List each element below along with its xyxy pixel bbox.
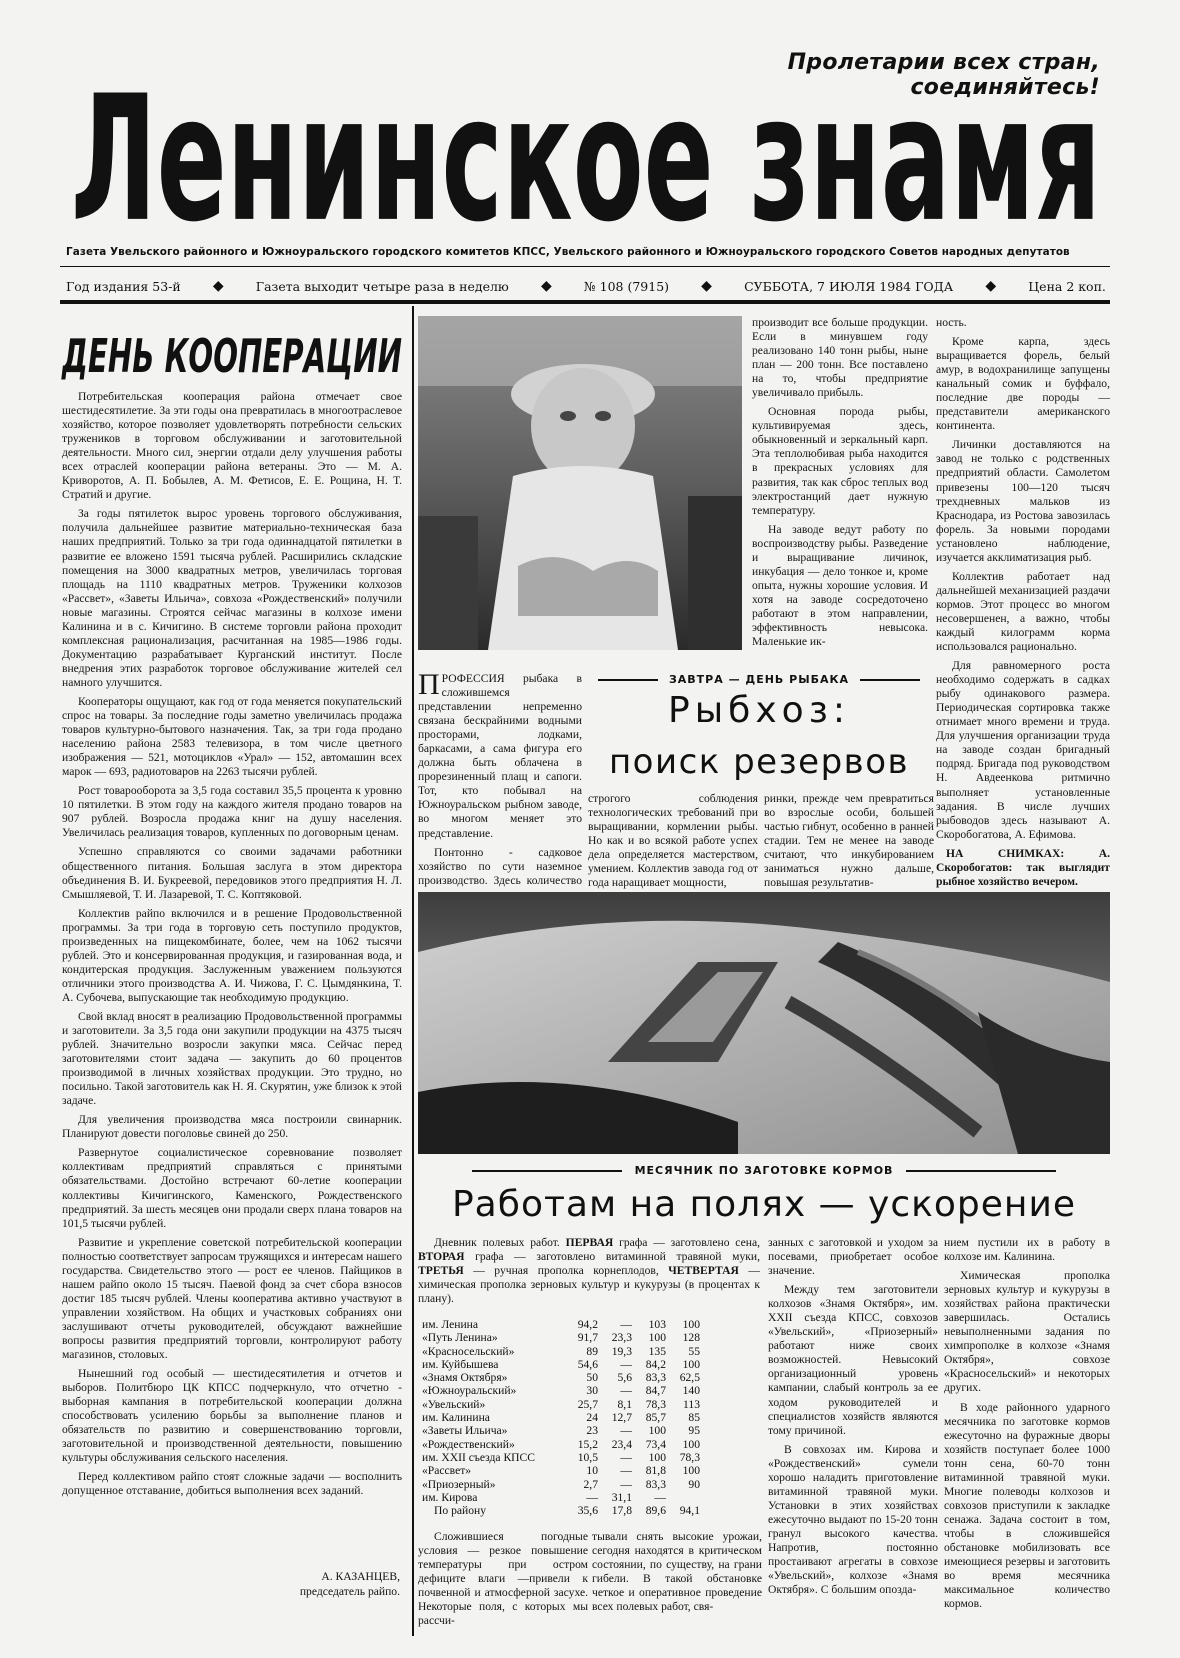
fish-col2-top: производит все больше продукции. Если в минувшем году реализовано 140 тонн рыбы, ныне план — 200 тонн. Все поставлено на то, чтобы предприятие увеличивало прибыль. Основная порода рыбы, культивируемая здесь, обыкновенный и зеркальный карп. Эта теплолюбивая рыба находится в прекрасных условиях для развития, так как сброс теплых вод электростанций дает нужную температуру. На заводе ведут работу по воспроизводству рыбы. Разведение и выращивание личинок, инкубация — дело тонкое и, кроме опыта, нужны хорошие условия. И хотя на заводе сосредоточено работают в этом направлении, эффективность невысока. Маленькие ик- xyxy=(752,316,928,649)
value-cell: 100 xyxy=(682,1357,700,1371)
fish-kicker: ЗАВТРА — ДЕНЬ РЫБАКА xyxy=(586,673,932,686)
title-text: Ленинское знамя xyxy=(71,59,1102,261)
rule-bottom xyxy=(60,300,1110,304)
coop-headline xyxy=(58,322,408,382)
value-cell: 90 xyxy=(688,1477,700,1491)
farm-name-cell: «Путь Ленина» xyxy=(422,1331,498,1345)
farm-name-cell: «Рассвет» xyxy=(422,1464,472,1478)
value-cell: — xyxy=(654,1490,666,1504)
table-row xyxy=(420,1464,702,1477)
masthead-subtitle: Газета Увельского районного и Южноуральского городского комитетов КПСС, Увельского районного и Южноуральского городского Советов народных депутатов xyxy=(66,246,1070,258)
coop-author: А. КАЗАНЦЕВ, xyxy=(321,1570,400,1583)
coop-paragraph: Для увеличения производства мяса построили свинарник. Планируют довести поголовье свиней до 250. xyxy=(62,1113,402,1141)
value-cell: 103 xyxy=(648,1318,666,1331)
fish-col-b: ринки, прежде чем превратиться во взрослые особи, большей частью гибнут, особенно в ранней стадии. Тем не менее на заводе считают, что инкубированием заниматься нужно дальше, повышая результатив- xyxy=(764,792,934,890)
value-cell: 25,7 xyxy=(577,1397,598,1411)
table-row xyxy=(420,1331,702,1344)
table-row xyxy=(420,1371,702,1384)
coop-paragraph: Развитие и укрепление советской потребительской кооперации полностью соответствует запросам тружящихся и интересам нашего государства. Свидетельство этого — рост ее членов. Пайщиков в нашем райпо около 15 тысяч. Паевой фонд за счет сбора взносов достиг 185 тысяч рублей. Члены кооператива активно участвуют в управлении хозяйством. На общих и участковых собраниях они заслушивают отчеты руководителей, обсуждают важнейшие вопросы развития предприятий торговли, контролируют работу магазинов, столовых. xyxy=(62,1235,402,1362)
value-cell: 100 xyxy=(648,1450,666,1464)
value-cell: 78,3 xyxy=(679,1450,700,1464)
feed-kicker: МЕСЯЧНИК ПО ЗАГОТОВКЕ КОРМОВ xyxy=(418,1164,1110,1177)
value-cell: 94,1 xyxy=(679,1504,700,1518)
table-row xyxy=(420,1345,702,1358)
value-cell: — xyxy=(620,1477,632,1491)
value-cell: 54,6 xyxy=(577,1357,598,1371)
value-cell: 140 xyxy=(682,1384,700,1398)
table-row xyxy=(420,1451,702,1464)
coop-paragraph: Развернутое социалистическое соревнование позволяет коллективам предприятий справляться с принятыми обязательствами. Достойно встречают 60-летие кооперации коллективы Кичигинского, Каменского, Рождественского предприятий. За шесть месяцев они продали сверх плана товаров на 101,5 тысячи рублей. xyxy=(62,1146,402,1230)
farm-name-cell: «Приозерный» xyxy=(422,1477,496,1491)
fish-headline-1: Рыбхоз: xyxy=(668,690,850,731)
coop-paragraph: Коллектив райпо включился и в решение Продовольственной программы. За три года в торговую сеть поступило продуктов, произведенных на пищекомбинате, более, чем на 1062 тысячи рублей. Это и консервированная продукция, и газированная вода, и кондитерская продукция. Заслуженным уважением пользуются отличники этого производства А. И. Чижова, Г. С. Цымдянкина, Т. А. Субочева, выпускающие так необходимую продукцию. xyxy=(62,906,402,1004)
value-cell: 50 xyxy=(586,1371,598,1385)
value-cell: 84,2 xyxy=(645,1357,666,1371)
value-cell: 100 xyxy=(648,1331,666,1345)
value-cell: 100 xyxy=(682,1464,700,1478)
table-row xyxy=(420,1491,702,1504)
feed-col-b: тывали снять высокие урожаи, сегодня находятся в критическом состоянии, по существу, на грани гибели. В такой обстановке четкое и оперативное проведение всех полевых работ, свя- xyxy=(592,1530,762,1614)
diamond-icon: ◆ xyxy=(540,278,552,294)
value-cell: 81,8 xyxy=(645,1464,666,1478)
farm-name-cell: «Увельский» xyxy=(422,1397,486,1411)
farm-name-cell: им. Калинина xyxy=(422,1411,490,1425)
value-cell: — xyxy=(620,1384,632,1398)
table-row xyxy=(420,1384,702,1397)
value-cell: 15,2 xyxy=(577,1437,598,1451)
issue-price: Цена 2 коп. xyxy=(1028,278,1106,294)
value-cell: 24 xyxy=(586,1411,598,1425)
svg-text:ДЕНЬ КООПЕРАЦИИ: ДЕНЬ КООПЕРАЦИИ xyxy=(60,329,402,383)
value-cell: 8,1 xyxy=(617,1397,632,1411)
value-cell: 35,6 xyxy=(577,1504,598,1518)
value-cell: 55 xyxy=(688,1344,700,1358)
table-row xyxy=(420,1424,702,1437)
year-of-issue: Год издания 53-й xyxy=(66,278,181,294)
farm-name-cell: «Красносельский» xyxy=(422,1344,515,1358)
coop-paragraph: Кооператоры ощущают, как год от года меняется покупательский спрос на товары. За последние годы заметно увеличилась продажа товаров культурно-бытового назначения. Так, за три года продано населению района 2583 телевизора, в том числе цветного изображения — 521, мотоциклов «Урал» — 152, автомашин всех марок — 693, радиотоваров на 2263 тысячи рублей. xyxy=(62,694,402,779)
fish-farm-photo xyxy=(418,892,1110,1154)
feed-stats-table xyxy=(420,1318,702,1517)
value-cell: 91,7 xyxy=(577,1331,598,1345)
feed-col-c: занных с заготовкой и уходом за посевами, приобретает особое значение. Между тем заготовители колхозов «Знамя Октября», им. XXII съезда КПСС, совхозов «Увельский», «Приозерный» работают ниже своих возможностей. Невысокий организационный уровень кампании, слабый контроль за ее ходом руководителей и специалистов хозяйств являются тому причиной. В совхозах им. Кирова и «Рождественский» сумели хорошо наладить приготовление витаминной травяной муки. Установки в этих хозяйствах ежесуточно выдают по 15-20 тонн гранул высокого качества. Напротив, постоянно простаивают агрегаты в совхозе «Увельский», колхозе «Знамя Октября». С большим опозда- xyxy=(768,1236,938,1597)
value-cell: 19,3 xyxy=(611,1344,632,1358)
value-cell: 85,7 xyxy=(645,1411,666,1425)
farm-name-cell: «Заветы Ильича» xyxy=(422,1424,508,1438)
farm-name-cell: «Южноуральский» xyxy=(422,1384,517,1398)
value-cell: 30 xyxy=(586,1384,598,1398)
value-cell: — xyxy=(620,1424,632,1438)
publication-frequency: Газета выходит четыре раза в неделю xyxy=(255,278,509,294)
table-row xyxy=(420,1504,702,1517)
coop-paragraph: Перед коллективом райпо стоят сложные задачи — восполнить допущенное отставание, добиться выполнения всех заданий. xyxy=(62,1470,402,1498)
value-cell: — xyxy=(620,1450,632,1464)
value-cell: 78,3 xyxy=(645,1397,666,1411)
value-cell: 100 xyxy=(648,1424,666,1438)
feed-table-wrap xyxy=(420,1318,760,1517)
table-row xyxy=(420,1398,702,1411)
farm-name-cell: им. Куйбышева xyxy=(422,1357,499,1371)
coop-paragraph: За годы пятилеток вырос уровень торгового обслуживания, получила дальнейшее развитие материально-техническая база наших предприятий. Только за три года одиннадцатой пятилетки в развитие ее вложено 1591 тысяча рублей. Расширились складские помещения на 3000 квадратных метров, увеличилась торговая площадь на 1110 квадратных метров. Труженики колхозов «Рассвет», «Заветы Ильича», совхоза «Рождественский» получили новые магазины. Строятся сейчас магазины в колхозе имени Калинина и в с. Кичигино. В системе торговли района проходит комплексная рационализация, расчитанная на 1985—1986 годы. Документацию разрабатывает Курганский институт. После внедрения этих разработок торговое обслуживание жителей сел намного улучшится. xyxy=(62,507,402,689)
value-cell: 95 xyxy=(688,1424,700,1438)
farm-name-cell: По району xyxy=(434,1504,487,1518)
farm-name-cell: «Рождественский» xyxy=(422,1437,515,1451)
coop-paragraph: Нынешний год особый — шестидесятилетия и отчетов и выборов. Политбюро ЦК КПСС подчеркнуло, что отчетно - выборная кампания в потребительской кооперации должна способствовать усилению борьбы за выполнение планов и обязательств по развитию и совершенствованию торговли, заготовительной и производственной деятельности, повышению культуры обслуживания сельского населения. xyxy=(62,1367,402,1465)
value-cell: — xyxy=(620,1464,632,1478)
feed-col-a: Сложившиеся погодные условия — резкое повышение температуры при остром дефиците влаги —привели к почвенной и атмосферной засухе. Некоторые поля, с которых мы рассчи- xyxy=(418,1530,588,1628)
motto: Пролетарии всех стран, соединяйтесь! xyxy=(787,50,1100,100)
value-cell xyxy=(668,1491,702,1504)
value-cell: 89,6 xyxy=(645,1504,666,1518)
dropcap: П xyxy=(418,668,440,701)
value-cell: 23,4 xyxy=(611,1437,632,1451)
value-cell: 62,5 xyxy=(679,1371,700,1385)
value-cell: — xyxy=(620,1318,632,1331)
value-cell: 10,5 xyxy=(577,1450,598,1464)
value-cell: 84,7 xyxy=(645,1384,666,1398)
value-cell: 5,6 xyxy=(617,1371,632,1385)
info-bar xyxy=(66,278,1106,294)
value-cell: 12,7 xyxy=(611,1411,632,1425)
value-cell: 94,2 xyxy=(577,1318,598,1331)
column-divider xyxy=(412,306,414,1636)
farm-name-cell: им. XXII съезда КПСС xyxy=(422,1450,536,1464)
table-row xyxy=(420,1478,702,1491)
fish-intro: ПРОФЕССИЯ рыбака в сложившемся представлении непременно связана бескрайними водными просторами, лодками, баркасами, а сама фигура его должна быть облачена в прорезиненный плащ и сапоги. Тот, кто побывал на Южноуральском рыбном заводе, во многом меняет это представление. Понтонно - садковое хозяйство по сути наземное производство. Здесь количество xyxy=(418,668,582,887)
coop-headline-text xyxy=(58,322,408,382)
diamond-icon: ◆ xyxy=(212,278,224,294)
coop-paragraph: Потребительская кооперация района отмечает свое шестидесятилетие. За эти годы она превратилась в многоотраслевое хозяйство, которое позволяет удовлетворять потребности сельских тружеников в торговом обслуживании и заготовительной деятельности. Много сил, энергии отдали делу улучшения работы всех отраслей кооперации района ветераны. Это — М. А. Криворотов, А. П. Бобылев, А. М. Фетисов, Е. Е. Рощина, Н. Т. Стратий и другие. xyxy=(62,390,402,502)
farm-name-cell: им. Кирова xyxy=(422,1490,478,1504)
rule-top xyxy=(60,266,1110,267)
value-cell: 83,3 xyxy=(645,1371,666,1385)
coop-paragraph: Свой вклад вносят в реализацию Продовольственной программы и заготовители. За 3,5 года они закупили продукции на 4375 тысяч рублей. Значительно возросли закупки мяса. Сейчас перед заготовителями стоит задача — закупить до 60 процентов производимой в личных хозяйствах продукции. Это трудно, но посильно. Такой заготовитель как Н. Я. Скурятин, уже близок к этой задаче. xyxy=(62,1009,402,1108)
coop-paragraph: Рост товарооборота за 3,5 года составил 35,5 процента к уровню 10 пятилетки. В этом году на каждого жителя продано товаров на 907 рублей. Возросла продажа книг на душу населения. Увеличилась реализация товаров, купленных по договорным ценам. xyxy=(62,784,402,840)
coop-paragraph: Успешно справляются со своими задачами работники общественного питания. Большая заслуга в этом директора объединения В. И. Букреевой, передовиков этого предприятия Н. Л. Смышляевой, Т. И. Лазаревой, Т. С. Коптяковой. xyxy=(62,845,402,901)
fish-headline-2: поиск резервов xyxy=(608,742,910,782)
table-row xyxy=(420,1358,702,1371)
value-cell: 2,7 xyxy=(583,1477,598,1491)
farm-name-cell: «Знамя Октября» xyxy=(422,1371,508,1385)
issue-number: № 108 (7915) xyxy=(583,278,670,294)
feed-col-d: нием пустили их в работу в колхозе им. Калинина. Химическая прополка зерновых культур и кукурузы в хозяйствах района практически завершилась. Остались невыполненными задания по химпрополке в колхозе «Знамя Октября», совхозе «Красносельский» и некоторых других. В ходе районного ударного месячника по заготовке кормов ежесуточно на фуражные дворы хозяйств поступает более 1000 тонн сена, 60-70 тонн витаминной травяной муки. Многие полеводы колхозов и совхозов приступили к закладке сенажа. Задача состоит в том, чтобы в сложившейся обстановке мобилизовать все имеющиеся резервы и заготовить во время месячника максимальное количество кормов. xyxy=(944,1236,1110,1611)
fisherman-photo xyxy=(418,316,742,650)
value-cell: 128 xyxy=(682,1331,700,1345)
table-row xyxy=(420,1318,702,1331)
value-cell: 83,3 xyxy=(645,1477,666,1491)
farm-name-cell: им. Ленина xyxy=(422,1318,479,1331)
coop-article xyxy=(62,390,402,1570)
feed-headline: Работам на полях — ускорение xyxy=(451,1184,1077,1225)
table-row xyxy=(420,1438,702,1451)
issue-date: СУББОТА, 7 ИЮЛЯ 1984 ГОДА xyxy=(744,278,954,294)
value-cell: 100 xyxy=(682,1437,700,1451)
feed-intro: Дневник полевых работ. ПЕРВАЯ графа — заготовлено сена, ВТОРАЯ графа — заготовлено витаминной травяной муки, ТРЕТЬЯ — ручная прополка корнеплодов, ЧЕТВЕРТАЯ — химическая прополка зерновых культур и кукурузы (в процентах к плану). xyxy=(418,1236,760,1306)
table-row xyxy=(420,1411,702,1424)
value-cell: 113 xyxy=(683,1397,700,1411)
value-cell: 23 xyxy=(586,1424,598,1438)
value-cell: 85 xyxy=(688,1411,700,1425)
value-cell: — xyxy=(586,1490,598,1504)
value-cell: 89 xyxy=(586,1344,598,1358)
value-cell: 17,8 xyxy=(611,1504,632,1518)
value-cell: — xyxy=(620,1357,632,1371)
value-cell: 100 xyxy=(682,1318,700,1331)
diamond-icon: ◆ xyxy=(701,278,712,294)
fish-col3: ность. Кроме карпа, здесь выращивается форель, белый амур, в водохранилище запущены канальный сомик и буффало, последние две породы — представители американского континента. Личинки доставляются на завод не только с родственных предприятий области. Самолетом привезены 100—120 тысяч трехдневных мальков из Краснодара, из Ростова завозилась форель. За новыми породами установлено наблюдение, изучается акклиматизация рыб. Коллектив работает над дальнейшей механизацией раздачи кормов. Этот процесс во многом несовершенен, а важно, чтобы каждый килограмм корма использовался рационально. Для равномерного роста необходимо содержать в садках рыбу одинакового размера. Периодическая сортировка также отнимает много времени и труда. Для улучшения организации труда на заводе создан бригадный подряд. Бригада под руководством Н. Авдеенкова ритмично выполняет установленные задания. В числе лучших рыбоводов здесь называют А. Скоробогатова, А. Ефимова. НА СНИМКАХ: А. Скоробогатов: так выглядит рыбное хозяйство вечером. xyxy=(936,316,1110,888)
fish-col-a: строгого соблюдения технологических требований при выращивании, кормлении рыбы. Но как и во всякой работе успех дела определяется мастерством, умением. Коллектив завода год от года наращивает мощности, xyxy=(588,792,758,890)
coop-author-role: председатель райпо. xyxy=(299,1585,400,1598)
value-cell: 31,1 xyxy=(611,1490,632,1504)
value-cell: 73,4 xyxy=(645,1437,666,1451)
diamond-icon: ◆ xyxy=(985,278,997,294)
value-cell: 10 xyxy=(586,1464,598,1478)
value-cell: 23,3 xyxy=(611,1331,632,1345)
value-cell: 135 xyxy=(648,1344,666,1358)
